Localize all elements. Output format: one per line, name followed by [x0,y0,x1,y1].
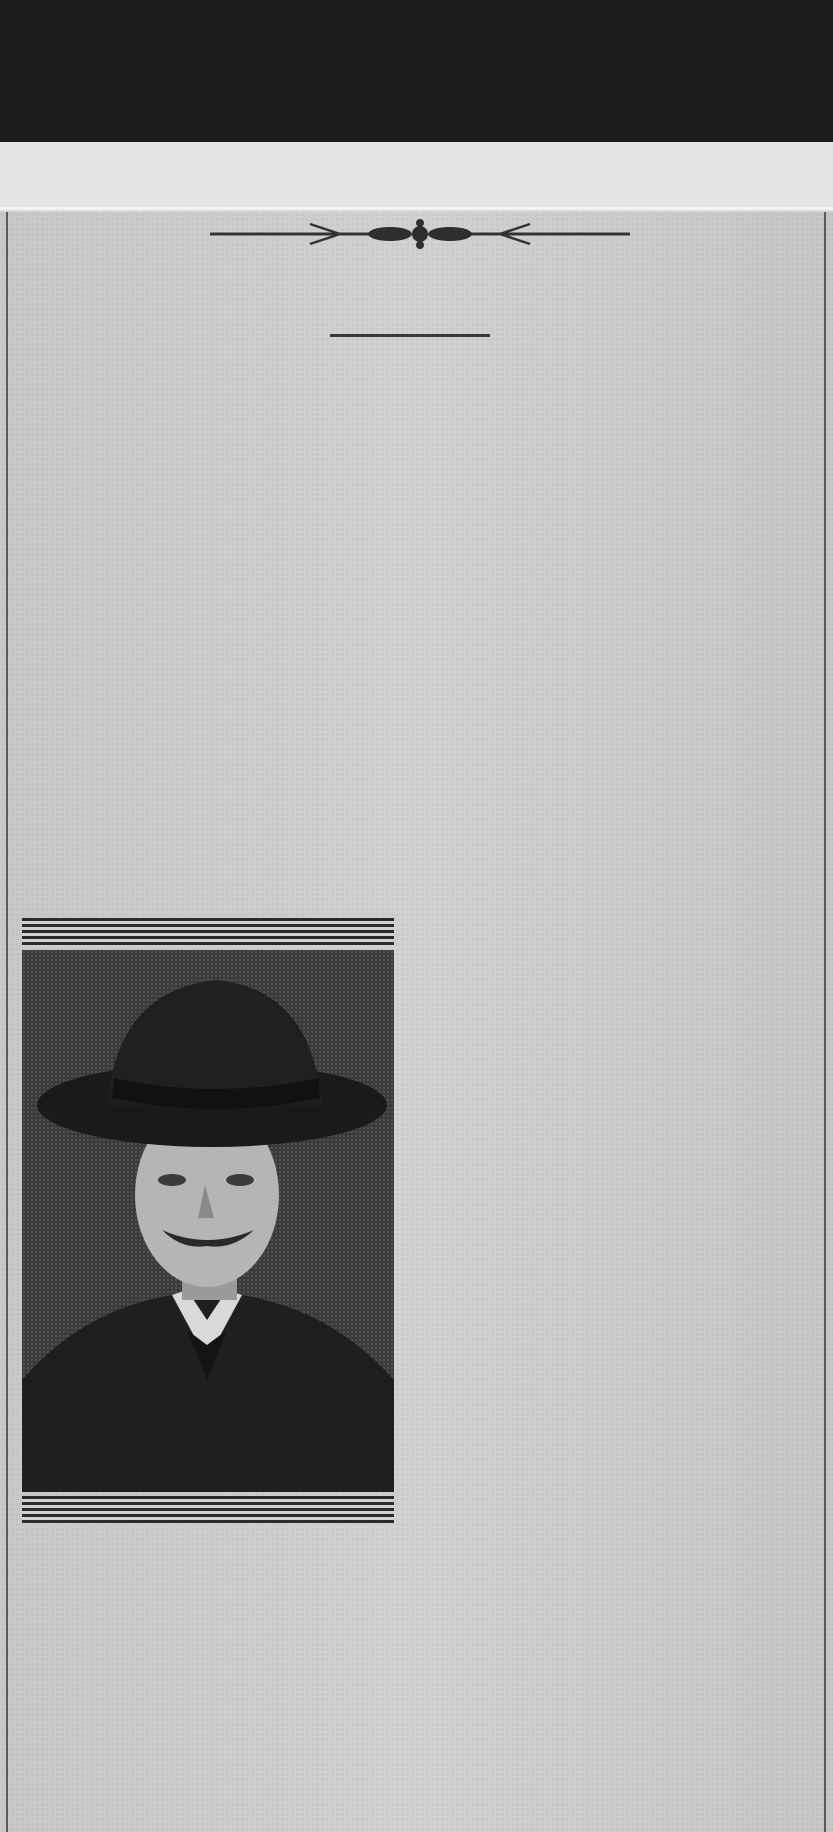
headline-underline [330,334,490,337]
left-column-rule [6,212,8,1832]
portrait-photo [22,918,394,1524]
portrait-image [22,950,394,1492]
portrait-border-bottom [22,1496,394,1524]
portrait-border-top [22,918,394,946]
ornament-divider [210,218,630,250]
source-bar [0,142,833,210]
right-column-rule [824,212,826,1832]
newspaper-scan [0,212,833,1832]
site-header [0,0,833,142]
